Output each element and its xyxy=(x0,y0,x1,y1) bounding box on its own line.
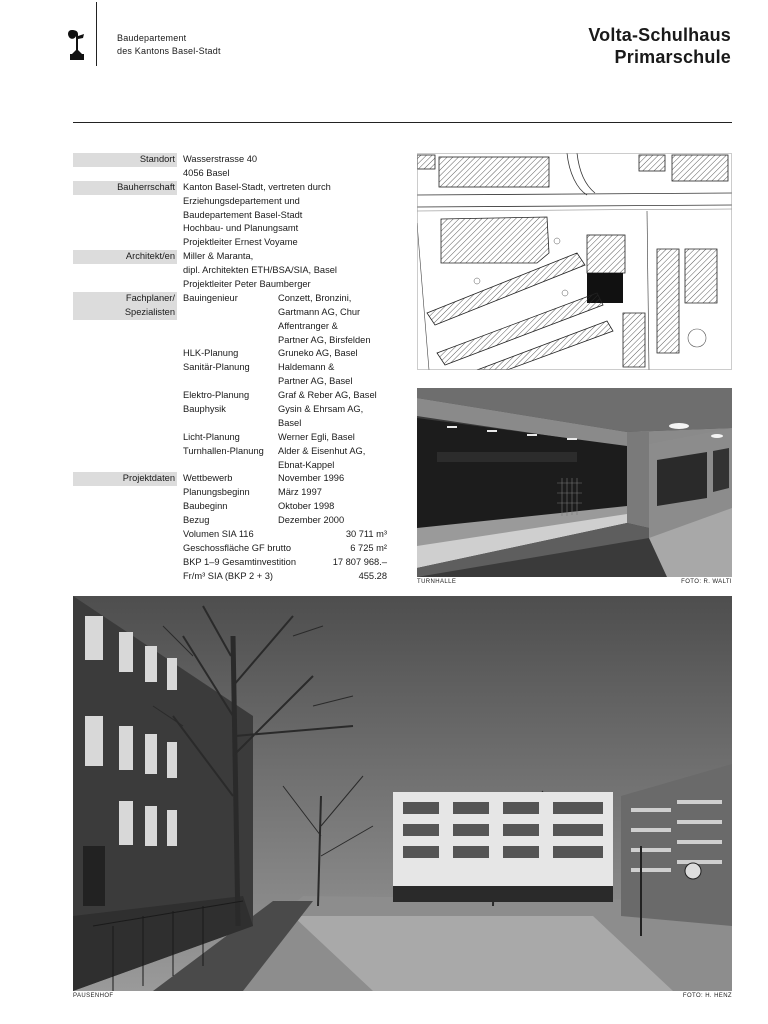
fact-value: Baudepartement Basel-Stadt xyxy=(183,209,303,220)
date-label: Baubeginn xyxy=(183,501,228,512)
fact-firm: Partner AG, Basel xyxy=(278,376,353,387)
architekt-label: Architekt/en xyxy=(73,250,177,264)
fact-firm: Gartmann AG, Chur xyxy=(278,306,361,317)
metric-value: 6 725 m² xyxy=(350,542,387,553)
header-divider xyxy=(96,2,97,66)
fact-row xyxy=(73,556,393,570)
fact-value: dipl. Architekten ETH/BSA/SIA, Basel xyxy=(183,265,337,276)
fact-row xyxy=(73,431,393,445)
fact-value: Miller & Maranta, xyxy=(183,251,254,262)
fact-row xyxy=(73,278,393,292)
fact-firm: Graf & Reber AG, Basel xyxy=(278,390,377,401)
fact-value: Projektleiter Ernest Voyame xyxy=(183,237,298,248)
fact-firm: Affentranger & xyxy=(278,320,338,331)
fact-row xyxy=(73,403,393,417)
fact-firm: Ebnat-Kappel xyxy=(278,459,335,470)
site-plan-drawing xyxy=(417,153,732,370)
turnhalle-caption: TURNHALLE xyxy=(417,579,457,585)
turnhalle-credit: FOTO: R. WALTI xyxy=(681,579,732,585)
title-line-1: Volta-Schulhaus xyxy=(588,25,731,45)
fachplaner-label: Fachplaner/ xyxy=(73,292,177,306)
page-title xyxy=(588,24,731,68)
spezialisten-label: Spezialisten xyxy=(73,306,177,320)
project-facts xyxy=(73,153,393,584)
site-plan xyxy=(417,153,732,370)
basel-crest-icon xyxy=(66,28,88,62)
fact-firm: Gysin & Ehrsam AG, xyxy=(278,404,364,415)
date-value: November 1996 xyxy=(278,473,345,484)
fact-role: Elektro-Planung xyxy=(183,390,250,401)
date-value: Oktober 1998 xyxy=(278,501,335,512)
fact-row xyxy=(73,195,393,209)
title-line-2: Primarschule xyxy=(614,47,731,67)
metric-label: Volumen SIA 116 xyxy=(183,529,254,540)
fact-row xyxy=(73,486,393,500)
standort-label: Standort xyxy=(73,153,177,167)
fact-value: Hochbau- und Planungsamt xyxy=(183,223,299,234)
turnhalle-image xyxy=(417,388,732,577)
fact-row xyxy=(73,167,393,181)
fact-row xyxy=(73,306,393,320)
fact-row xyxy=(73,209,393,223)
date-label: Wettbewerb xyxy=(183,473,233,484)
fact-role: Licht-Planung xyxy=(183,431,240,442)
metric-value: 30 711 m³ xyxy=(345,529,387,540)
fact-row xyxy=(73,472,393,486)
fact-value: Projektleiter Peter Baumberger xyxy=(183,279,311,290)
date-label: Planungsbeginn xyxy=(183,487,250,498)
projektdaten-label: Projektdaten xyxy=(73,472,177,486)
fact-row xyxy=(73,347,393,361)
fact-row xyxy=(73,514,393,528)
fact-role: Sanitär-Planung xyxy=(183,362,250,373)
fact-row xyxy=(73,375,393,389)
fact-row xyxy=(73,528,393,542)
fact-firm: Gruneko AG, Basel xyxy=(278,348,358,359)
fact-row xyxy=(73,153,393,167)
fact-row xyxy=(73,445,393,459)
fact-role: Bauingenieur xyxy=(183,292,238,303)
department-line-1: Baudepartement xyxy=(117,33,187,43)
pausenhof-image xyxy=(73,596,732,991)
fact-row xyxy=(73,250,393,264)
fact-role: HLK-Planung xyxy=(183,348,239,359)
metric-label: Fr/m³ SIA (BKP 2 + 3) xyxy=(183,570,273,581)
fact-firm: Haldemann & xyxy=(278,362,335,373)
fact-value: Erziehungsdepartement und xyxy=(183,195,300,206)
bauherrschaft-label: Bauherrschaft xyxy=(73,181,177,195)
fact-row xyxy=(73,181,393,195)
metric-value: 455.28 xyxy=(358,570,387,581)
department-line-2: des Kantons Basel-Stadt xyxy=(117,46,221,56)
fact-row xyxy=(73,361,393,375)
metric-label: BKP 1–9 Gesamtinvestition xyxy=(183,556,297,567)
fact-firm: Basel xyxy=(278,417,302,428)
fact-firm: Conzett, Bronzini, xyxy=(278,292,352,303)
metric-value: 17 807 968.– xyxy=(332,556,387,567)
fact-row xyxy=(73,292,393,306)
fact-row xyxy=(73,334,393,348)
fact-role: Turnhallen-Planung xyxy=(183,445,264,456)
pausenhof-caption: PAUSENHOF xyxy=(73,993,114,999)
fact-row xyxy=(73,320,393,334)
fact-row xyxy=(73,222,393,236)
fact-row xyxy=(73,264,393,278)
department-name xyxy=(117,32,221,58)
fact-row xyxy=(73,236,393,250)
metric-label: Geschossfläche GF brutto xyxy=(183,542,291,553)
fact-value: 4056 Basel xyxy=(183,167,230,178)
header-rule xyxy=(73,122,732,123)
fact-row xyxy=(73,500,393,514)
pausenhof-photo xyxy=(73,596,732,991)
date-value: März 1997 xyxy=(278,487,322,498)
fact-row xyxy=(73,417,393,431)
fact-row xyxy=(73,389,393,403)
turnhalle-photo xyxy=(417,388,732,577)
fact-value: Kanton Basel-Stadt, vertreten durch xyxy=(183,181,331,192)
fact-firm: Alder & Eisenhut AG, xyxy=(278,445,366,456)
fact-firm: Werner Egli, Basel xyxy=(278,431,355,442)
fact-value: Wasserstrasse 40 xyxy=(183,154,258,164)
fact-row xyxy=(73,459,393,473)
fact-row xyxy=(73,570,393,584)
fact-row xyxy=(73,542,393,556)
pausenhof-credit: FOTO: H. HENZ xyxy=(682,993,732,999)
fact-firm: Partner AG, Birsfelden xyxy=(278,334,371,345)
fact-role: Bauphysik xyxy=(183,404,226,415)
date-label: Bezug xyxy=(183,515,210,526)
date-value: Dezember 2000 xyxy=(278,515,345,526)
